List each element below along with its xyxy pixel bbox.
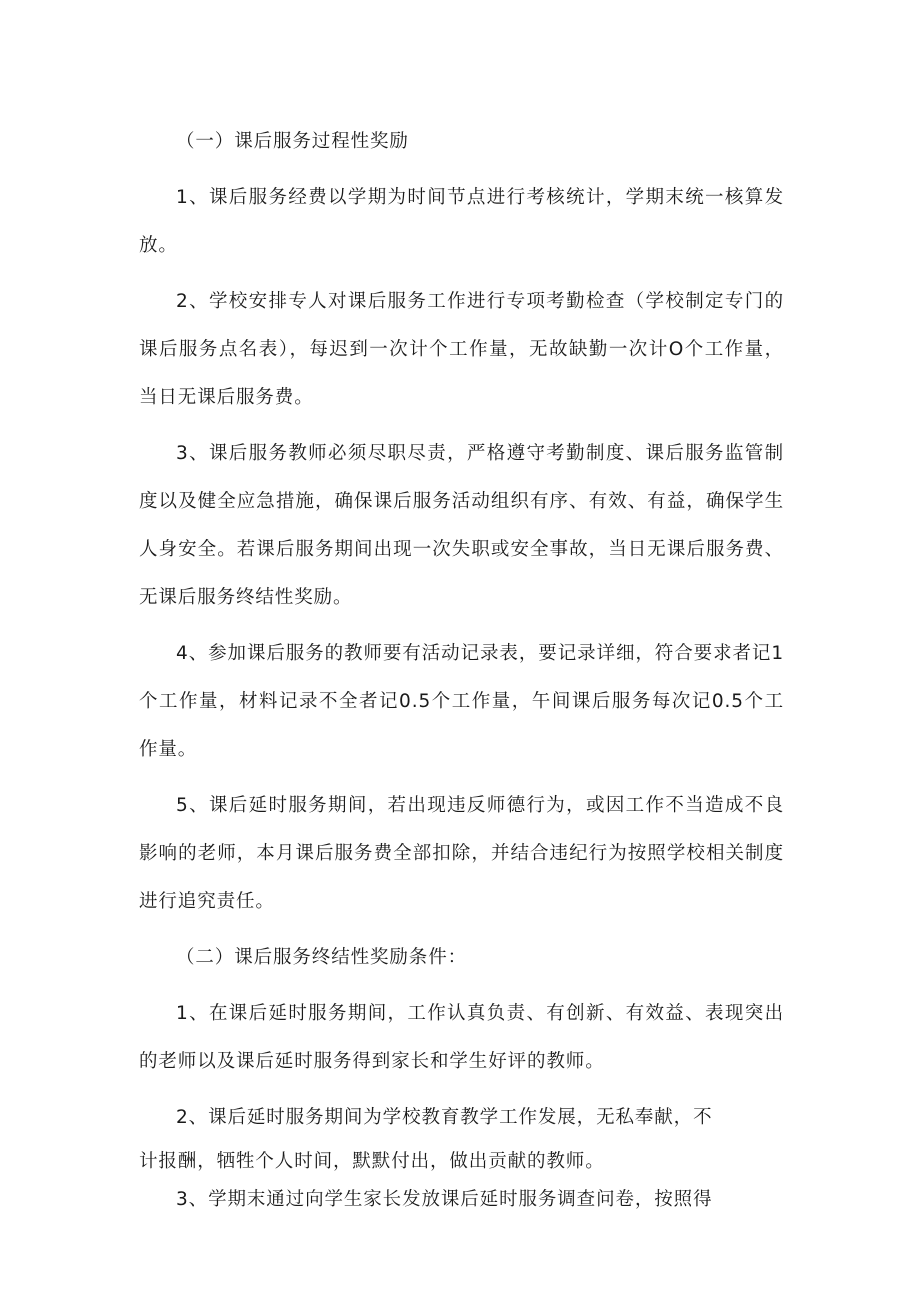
section-heading-process-reward: （一）课后服务过程性奖励 (176, 131, 409, 152)
paragraph-final-1: 1、在课后延时服务期间，工作认真负责、有创新、有效益、表现突出的老师以及课后延时服务得到家长和学生好评的教师。 (139, 1003, 784, 1072)
paragraph-final-3: 3、学期末通过向学生家长发放课后延时服务调查问卷，按照得 (176, 1189, 713, 1210)
paragraph-4: 4、参加课后服务的教师要有活动记录表，要记录详细，符合要求者记1个工作量，材料记录不全者记0.5个工作量，午间课后服务每次记0.5个工作量。 (139, 643, 784, 760)
paragraph-final-2-line2: 计报酬，牺牲个人时间，默默付出，做出贡献的教师。 (139, 1151, 605, 1172)
document-page (139, 118, 784, 1226)
paragraph-final-2-line1: 2、课后延时服务期间为学校教育教学工作发展，无私奉献，不 (176, 1107, 713, 1128)
paragraph-3: 3、课后服务教师必须尽职尽责，严格遵守考勤制度、课后服务监管制度以及健全应急措施，确保课后服务活动组织有序、有效、有益，确保学生人身安全。若课后服务期间出现一次失职或安全事故，当日无课后服务费、无课后服务终结性奖励。 (139, 443, 784, 608)
paragraph-1: 1、课后服务经费以学期为时间节点进行考核统计，学期末统一核算发放。 (139, 187, 784, 256)
paragraph-5: 5、课后延时服务期间，若出现违反师德行为，或因工作不当造成不良影响的老师，本月课后服务费全部扣除，并结合违纪行为按照学校相关制度进行追究责任。 (139, 795, 784, 912)
paragraph-2: 2、学校安排专人对课后服务工作进行专项考勤检查（学校制定专门的课后服务点名表），每迟到一次计个工作量，无故缺勤一次计O个工作量，当日无课后服务费。 (139, 291, 784, 408)
section-heading-final-reward: （二）课后服务终结性奖励条件： (176, 947, 468, 968)
